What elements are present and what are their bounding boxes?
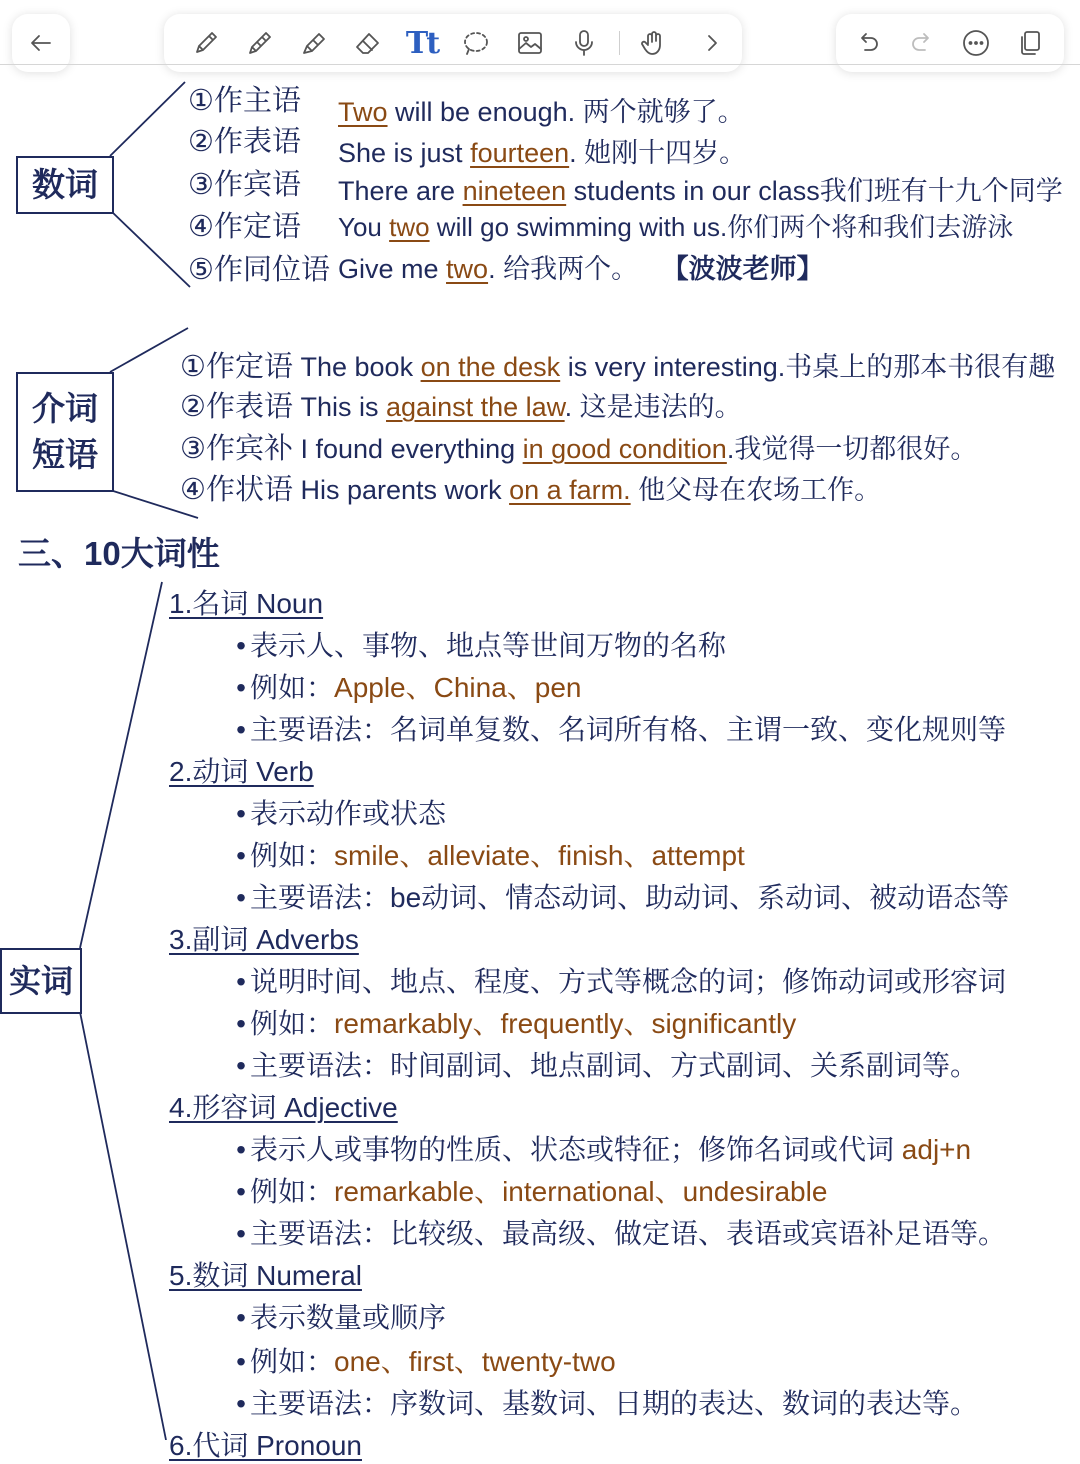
highlighted-word: two (389, 212, 430, 242)
category-title: 1.名词 Noun (169, 588, 324, 619)
definition-text: 表示数量或顺序 (250, 1302, 447, 1333)
numeral-example (338, 169, 1063, 208)
prep-row (180, 384, 742, 425)
highlighted-word: fourteen (470, 138, 570, 168)
prep-row-label: ③作宾补 (180, 433, 293, 465)
numeral-box-text: 数词 (32, 166, 98, 203)
grammar-text: 主要语法：名词单复数、名词所有格、主谓一致、变化规则等 (250, 714, 1007, 745)
example-bullet: • 例如：Apple、China、pen (236, 672, 582, 703)
example-words: smile、alleviate、finish、attempt (334, 840, 745, 871)
grammar-text: 主要语法：序数词、基数词、日期的表达、数词的表达等。 (250, 1388, 979, 1419)
example-text: You (338, 212, 390, 242)
eraser-icon (353, 28, 383, 58)
numeral-example (338, 90, 745, 129)
definition-text: 表示动作或状态 (250, 798, 447, 829)
prep-row (180, 467, 881, 508)
numeral-row-label: ⑤作同位语 (188, 254, 330, 286)
highlighter-icon (299, 28, 329, 58)
numeral-example (338, 247, 824, 286)
prep-box-label (16, 372, 114, 492)
example-text: She is just (338, 138, 471, 168)
example-bullet: • 例如：remarkably、frequently、significantly (236, 1008, 797, 1039)
example-text: 他父母在农场工作。 (630, 475, 882, 505)
pencil-icon (245, 28, 275, 58)
category-title: 5.数词 Numeral (169, 1260, 362, 1291)
prep-row (180, 426, 977, 467)
image-icon (515, 28, 545, 58)
example-text: students in our class我们班有十九个同学 (566, 176, 1063, 206)
definition-bullet: • 表示人或事物的性质、状态或特征；修饰名词或代词 adj+n (236, 1134, 972, 1165)
highlighted-phrase: on a farm. (509, 475, 631, 505)
chevron-right-icon (697, 28, 727, 58)
example-bullet: • 例如：smile、alleviate、finish、attempt (236, 840, 745, 871)
highlighted-word: Two (338, 97, 388, 127)
example-text: . 这是违法的。 (564, 392, 742, 422)
example-text: Give me (338, 254, 447, 284)
numeral-row-label: ④作定语 (188, 211, 301, 243)
definition-bullet: • 说明时间、地点、程度、方式等概念的词；修饰动词或形容词 (236, 966, 1007, 997)
definition-text: 表示人、事物、地点等世间万物的名称 (250, 630, 727, 661)
grammar-bullet: • 主要语法：be动词、情态动词、助动词、系动词、被动语态等 (236, 882, 1010, 913)
header-divider (0, 64, 1080, 65)
numeral-row-label: ③作宾语 (188, 169, 301, 201)
prep-row-label: ①作定语 (180, 351, 293, 383)
example-text: This is (293, 392, 387, 422)
example-words: Apple、China、pen (334, 672, 582, 703)
grammar-bullet: • 主要语法：名词单复数、名词所有格、主谓一致、变化规则等 (236, 714, 1007, 745)
prep-row-label: ④作状语 (180, 474, 293, 506)
definition-extra: adj+n (901, 1134, 972, 1165)
highlighted-word: two (446, 254, 489, 284)
numeral-example (338, 207, 1013, 244)
watermark-label: 【波波老师】 (661, 254, 824, 284)
prep-box-text-2: 短语 (32, 436, 98, 473)
example-text: There are (338, 176, 463, 206)
highlighted-phrase: against the law (386, 392, 565, 422)
definition-text: 表示人或事物的性质、状态或特征；修饰名词或代词 (250, 1134, 902, 1165)
undo-icon (853, 28, 883, 58)
text-icon: Tt (405, 25, 439, 61)
example-text: I found everything (293, 434, 523, 464)
example-prefix: 例如： (250, 672, 335, 703)
grammar-text: 主要语法：比较级、最高级、做定语、表语或宾语补足语等。 (250, 1218, 1007, 1249)
definition-bullet: • 表示人、事物、地点等世间万物的名称 (236, 630, 727, 661)
microphone-icon (569, 28, 599, 58)
definition-bullet: • 表示数量或顺序 (236, 1302, 447, 1333)
definition-text: 说明时间、地点、程度、方式等概念的词；修饰动词或形容词 (250, 966, 1007, 997)
example-words: remarkably、frequently、significantly (334, 1008, 797, 1039)
example-words: remarkable、international、undesirable (334, 1176, 828, 1207)
example-bullet: • 例如：one、first、twenty-two (236, 1346, 616, 1377)
more-icon (961, 28, 991, 58)
category-title: 2.动词 Verb (169, 756, 314, 787)
grammar-text: 主要语法：be动词、情态动词、助动词、系动词、被动语态等 (250, 882, 1010, 913)
prep-row (180, 344, 1055, 385)
example-prefix: 例如： (250, 840, 335, 871)
category-title: 3.副词 Adverbs (169, 924, 359, 955)
numeral-row-label: ①作主语 (188, 85, 301, 117)
content-words-box-label (0, 948, 82, 1014)
grammar-bullet: • 主要语法：时间副词、地点副词、方式副词、关系副词等。 (236, 1050, 979, 1081)
grammar-bullet: • 主要语法：比较级、最高级、做定语、表语或宾语补足语等。 (236, 1218, 1007, 1249)
example-text: The book (293, 352, 421, 382)
example-prefix: 例如： (250, 1176, 335, 1207)
redo-icon (907, 28, 937, 58)
example-text: . 给我两个。 (488, 254, 639, 284)
highlighted-phrase: in good condition (522, 434, 727, 464)
content-words-box-text: 实词 (8, 963, 73, 999)
example-text: .我觉得一切都很好。 (726, 434, 978, 464)
hand-icon (639, 28, 669, 58)
pages-icon (1015, 28, 1045, 58)
example-prefix: 例如： (250, 1346, 335, 1377)
highlighted-word: nineteen (462, 176, 567, 206)
example-text: will go swimming with us.你们两个将和我们去游泳 (429, 212, 1014, 242)
definition-bullet: • 表示动作或状态 (236, 798, 447, 829)
example-text: is very interesting.书桌上的那本书很有趣 (560, 352, 1056, 382)
example-text: . 她刚十四岁。 (569, 138, 747, 168)
prep-box-text-1: 介词 (32, 390, 98, 427)
example-prefix: 例如： (250, 1008, 335, 1039)
example-text: will be enough. 两个就够了。 (387, 97, 745, 127)
highlighted-phrase: on the desk (420, 352, 561, 382)
lasso-icon (461, 28, 491, 58)
section-heading: 三、10大词性 (18, 535, 220, 572)
example-words: one、first、twenty-two (334, 1346, 616, 1377)
prep-row-label: ②作表语 (180, 391, 293, 423)
category-title-partial: 6.代词 Pronoun (169, 1430, 362, 1461)
grammar-text: 主要语法：时间副词、地点副词、方式副词、关系副词等。 (250, 1050, 979, 1081)
pen-icon (191, 28, 221, 58)
numeral-box-label (16, 156, 114, 214)
category-title: 4.形容词 Adjective (169, 1092, 398, 1123)
toolbar-divider (619, 31, 620, 55)
example-text: His parents work (293, 475, 510, 505)
grammar-bullet: • 主要语法：序数词、基数词、日期的表达、数词的表达等。 (236, 1388, 979, 1419)
arrow-left-icon (26, 28, 56, 58)
example-bullet: • 例如：remarkable、international、undesirable (236, 1176, 828, 1207)
numeral-row-label: ②作表语 (188, 126, 301, 158)
numeral-example (338, 131, 746, 170)
